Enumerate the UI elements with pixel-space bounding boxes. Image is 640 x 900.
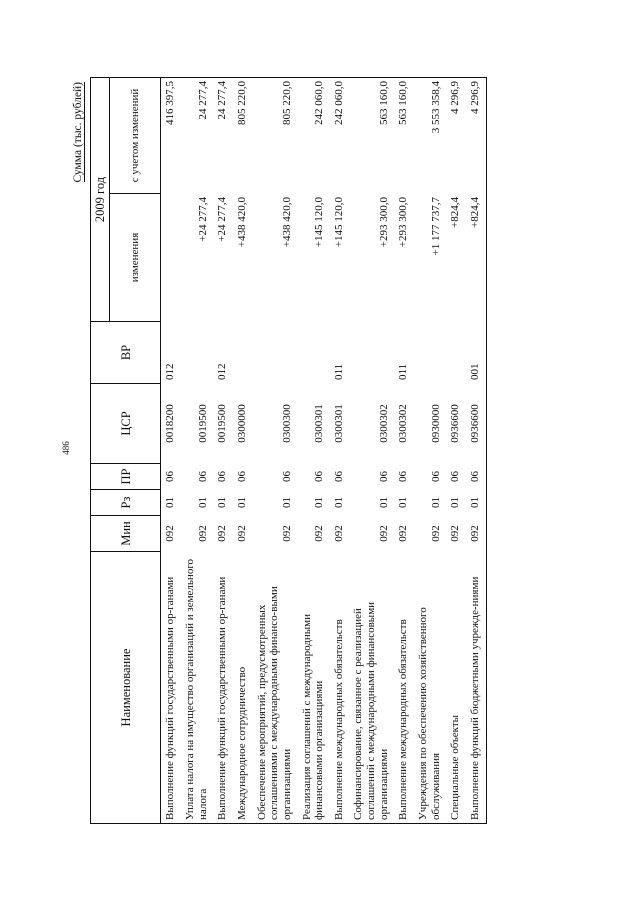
row-csr: 0019500 (196, 404, 209, 443)
row-vr: 001 (466, 322, 486, 384)
table-row (233, 77, 253, 823)
row-csr: 0019500 (216, 404, 229, 443)
table-row (298, 77, 330, 823)
row-change: +1 177 737,7 (429, 197, 442, 256)
row-rz: 01 (466, 490, 486, 516)
page-number: 486 (61, 441, 71, 455)
row-pr: 06 (216, 471, 229, 482)
row-rz: 01 (235, 497, 248, 508)
row-vr: 011 (332, 363, 345, 380)
table-header (91, 77, 161, 823)
row-total: 24 277,4 (181, 77, 213, 193)
row-csr: 0300302 (397, 404, 410, 443)
row-pr: 06 (449, 471, 462, 482)
row-change: +293 300,0 (377, 197, 390, 248)
row-min: 092 (397, 525, 410, 542)
row-name: Выполнение функций государственными ор-ганами (161, 552, 181, 824)
row-min: 092 (313, 525, 326, 542)
table-row (446, 77, 466, 823)
row-rz: 01 (429, 497, 442, 508)
row-csr: 0930000 (429, 404, 442, 443)
header-min: Мин (91, 516, 161, 552)
row-name: Обеспечение мероприятий, предусмотренных соглашениями с международными финансо-выми организациями (253, 552, 298, 824)
row-min: 092 (235, 525, 248, 542)
row-name: Выполнение функций государственными ор-ганами (213, 552, 233, 824)
row-total: 563 160,0 (349, 77, 394, 193)
header-pr: ПР (91, 464, 161, 490)
row-change (161, 194, 181, 322)
row-change: +824,4 (449, 197, 462, 228)
row-pr: 06 (377, 471, 390, 482)
row-rz: 01 (397, 497, 410, 508)
row-total: 805 220,0 (253, 77, 298, 193)
row-rz: 01 (216, 497, 229, 508)
header-rz: Рз (91, 490, 161, 516)
row-min: 092 (216, 525, 229, 542)
row-name: Учреждения по обеспечению хозяйственного обслуживания (414, 552, 446, 824)
row-vr (446, 322, 466, 384)
row-change: +438 420,0 (280, 197, 293, 248)
row-min: 092 (332, 525, 345, 542)
row-total: 242 060,0 (298, 77, 330, 193)
budget-table (90, 77, 487, 824)
table-row (213, 77, 233, 823)
row-rz: 01 (449, 497, 462, 508)
row-csr: 0936600 (466, 384, 486, 464)
table-row (414, 77, 446, 823)
row-vr (233, 322, 253, 384)
row-min: 092 (429, 525, 442, 542)
row-csr: 0300302 (377, 404, 390, 443)
row-csr: 0300000 (235, 404, 248, 443)
row-csr: 0936600 (449, 404, 462, 443)
row-vr (349, 322, 394, 384)
table-row (330, 77, 350, 823)
row-change: +145 120,0 (313, 197, 326, 248)
row-total: 416 397,5 (161, 77, 181, 193)
row-vr (253, 322, 298, 384)
row-vr: 012 (216, 363, 229, 380)
header-name: Наименование (91, 552, 161, 824)
row-change: +438 420,0 (235, 197, 248, 248)
row-pr: 06 (196, 471, 209, 482)
row-total: 24 277,4 (213, 77, 233, 193)
row-pr: 06 (313, 471, 326, 482)
table-row (394, 77, 414, 823)
row-total: 242 060,0 (330, 77, 350, 193)
row-name: Выполнение международных обязательств (330, 552, 350, 824)
row-change: +824,4 (466, 194, 486, 322)
row-name: Реализация соглашений с международными финансовыми организациями (298, 552, 330, 824)
row-pr: 06 (429, 471, 442, 482)
table-row (253, 77, 298, 823)
row-csr: 0300301 (313, 404, 326, 443)
row-name: Выполнение международных обязательств (394, 552, 414, 824)
row-total: 805 220,0 (233, 77, 253, 193)
table-row (349, 77, 394, 823)
row-change: +293 300,0 (397, 197, 410, 248)
row-csr: 0018200 (164, 404, 177, 443)
row-vr: 012 (164, 363, 177, 380)
row-min: 092 (377, 525, 390, 542)
row-vr: 011 (397, 363, 410, 380)
row-min: 092 (449, 525, 462, 542)
row-rz: 01 (164, 497, 177, 508)
row-total: 4 296,9 (466, 77, 486, 193)
row-pr: 06 (280, 471, 293, 482)
row-total: 4 296,9 (446, 77, 466, 193)
row-csr: 0300300 (280, 404, 293, 443)
row-rz: 01 (196, 497, 209, 508)
header-changes: изменения (110, 194, 161, 322)
row-change: +24 277,4 (216, 197, 229, 242)
row-change: +24 277,4 (196, 197, 209, 242)
row-name: Софинансирование, связанное с реализацией соглашений с международными финансовыми организациями (349, 552, 394, 824)
row-name: Специальные объекты (446, 552, 466, 824)
row-rz: 01 (313, 497, 326, 508)
row-name: Международное сотрудничество (233, 552, 253, 824)
row-pr: 06 (164, 471, 177, 482)
row-total: 3 553 358,4 (414, 77, 446, 193)
table-row (466, 77, 486, 823)
row-pr: 06 (466, 464, 486, 490)
row-name: Выполнение функций бюджетными учрежде-ниями (466, 552, 486, 824)
table-row (161, 77, 181, 823)
row-pr: 06 (235, 471, 248, 482)
header-vr: ВР (91, 322, 161, 384)
row-min: 092 (280, 525, 293, 542)
row-name: Уплата налога на имущество организаций и земельного налога (181, 552, 213, 824)
header-with-changes: с учетом изменений (110, 77, 161, 193)
rotated-table-frame (70, 70, 570, 830)
row-rz: 01 (280, 497, 293, 508)
row-min: 092 (466, 516, 486, 552)
row-rz: 01 (332, 497, 345, 508)
table-body (161, 77, 486, 823)
row-total: 563 160,0 (394, 77, 414, 193)
table-row (181, 77, 213, 823)
row-min: 092 (164, 525, 177, 542)
row-rz: 01 (377, 497, 390, 508)
row-csr: 0300301 (332, 404, 345, 443)
row-min: 092 (196, 525, 209, 542)
units-caption-text: Сумма (тыс. рублей) (72, 82, 84, 183)
header-year: 2009 год (91, 77, 110, 321)
units-caption (72, 82, 84, 182)
row-pr: 06 (332, 471, 345, 482)
header-csr: ЦСР (91, 384, 161, 464)
row-vr (181, 322, 213, 384)
row-vr (298, 322, 330, 384)
row-pr: 06 (397, 471, 410, 482)
row-change: +145 120,0 (332, 197, 345, 248)
row-vr (414, 322, 446, 384)
